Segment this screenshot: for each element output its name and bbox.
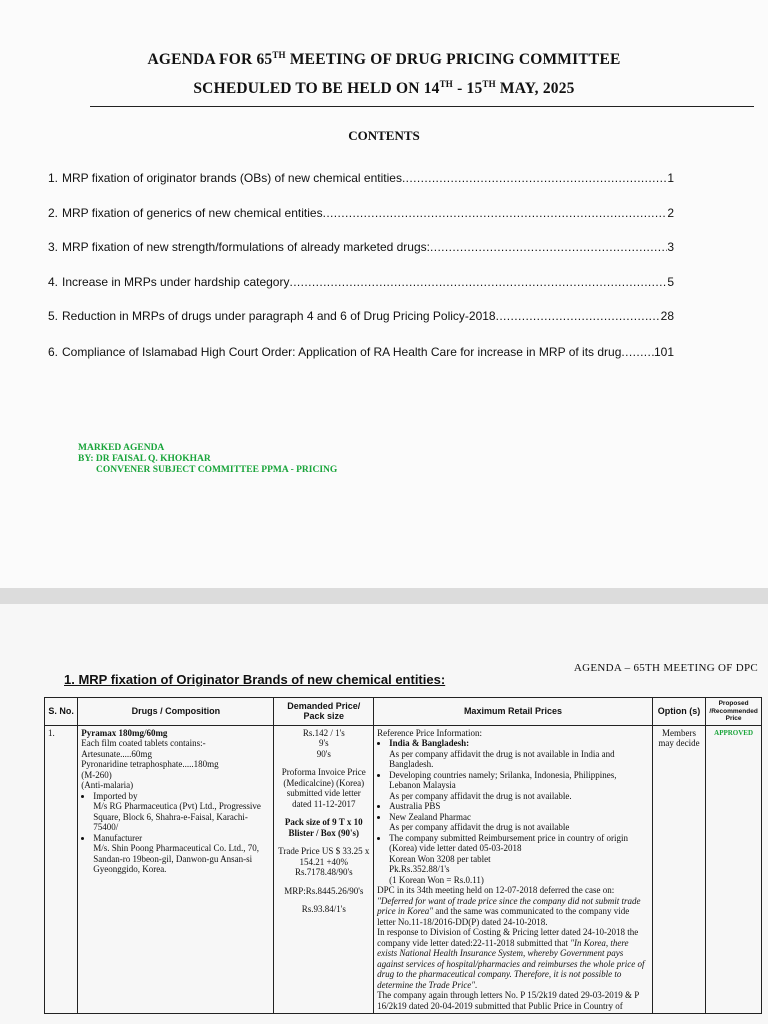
ref-item: • India & Bangladesh: As per company affidavit the drug is not available in India and Bangladesh. [389,738,649,770]
per-tablet-price: Rs.93.84/1's [301,904,346,914]
ref-item: • New Zealand Pharmac As per company affidavit the drug is not available [389,812,649,833]
row-drug [78,725,274,1014]
importer-label: • Imported by [93,791,270,802]
row-proposed [706,725,762,1014]
again-paragraph: The company again through letters No. P 15/2k19 dated 29-03-2019 & P 16/2k19 dated 20-04-2019 submitted that Public Price in Country of [377,990,639,1011]
toc-entry[interactable]: 2. MRP fixation of generics of new chemical entities ..... 2 [48,206,674,220]
section-title: 1. MRP fixation of Originator Brands of new chemical entities: [64,672,446,687]
proforma-text: Proforma Invoice Price (Medicalcine) (Korea) submitted vide letter dated 11-12-2017 [281,767,366,809]
ref-item: • Developing countries namely; Srilanka, Indonesia, Philippines, Lebanon Malaysia As per company affidavit the drug is not available. [389,770,649,802]
dpc-paragraph: DPC in its 34th meeting held on 12-07-2018 deferred the case on: "Deferred for want of trade price since the company did not submit trade price in Korea" and the same was communicated to the company vide letter No.11-18/2016-DD(P) dated 24-10-2018. [377,885,641,927]
drug-line: Pyronaridine tetraphosphate.....180mg [81,759,219,769]
drug-line: (M-260) [81,769,112,780]
trade-price: Trade Price US $ 33.25 x 154.21 +40% Rs.7178.48/90's [278,846,370,877]
toc-entry[interactable]: 4. Increase in MRPs under hardship category ..... 5 [48,275,674,289]
toc-entry[interactable]: 1. MRP fixation of originator brands (OBs) of new chemical entities ..... 1 [48,171,674,185]
marked-agenda-note: MARKED AGENDA BY: DR FAISAL Q. KHOKHAR CONVENER SUBJECT COMMITTEE PPMA - PRICING [78,443,338,475]
title-divider [90,106,754,107]
drug-line: (Anti-malaria) [81,780,134,790]
col-price: Demanded Price/ Pack size [274,698,374,726]
agenda-title-line2: SCHEDULED TO BE HELD ON 14TH - 15TH MAY, 2025 [193,79,575,98]
page-two [0,604,768,1024]
row-mrp [374,725,653,1014]
drug-line: Each film coated tablets contains:- [81,738,206,748]
row-option: Members may decide [652,725,705,1014]
row-sno: 1. [45,725,78,1014]
drug-line: Artesunate.....60mg [81,748,152,759]
mrp-value: MRP:Rs.8445.26/90's [284,885,364,896]
agenda-title-line1: AGENDA FOR 65TH MEETING OF DRUG PRICING COMMITTEE [147,50,621,69]
response-paragraph: In response to Division of Costing & Pricing letter dated 24-10-2018 the company vide letter dated:22-11-2018 submitted that "In Korea, there exists National Health Insurance System, whereby Government pays against services of hospital/pharmacies and reimburses the whole price of drug to the pharmaceutical company. Therefore, it is not possible to determine the Trade Price". [377,927,645,990]
pack-size: Pack size of 9 T x 10 Blister / Box (90's) [284,817,363,838]
importer-text: M/s RG Pharmaceutica (Pvt) Ltd., Progressive Square, Block 6, Shahra-e-Faisal, Karachi-75400/ [93,801,261,832]
col-drugs: Drugs / Composition [78,698,274,726]
toc-entry[interactable]: 5. Reduction in MRPs of drugs under paragraph 4 and 6 of Drug Pricing Policy-2018 ..... 28 [48,309,674,323]
col-sno: S. No. [45,698,78,726]
row-price: Rs.142 / 1's 9's 90's Proforma Invoice Price (Medicalcine) (Korea) submitted vide letter dated 11-12-2017 Pack size of 9 T x 10 Blister / Box (90's) Trade Price US $ 33.25 x 154.21 +40% Rs.7178.48/90's MRP:Rs.8445.26/90's Rs.93.84/1's [274,725,374,1014]
ref-item: • The company submitted Reimbursement price in country of origin (Korea) vide letter dated 05-03-2018 Korean Won 3208 per tablet Pk.Rs.352.88/1's (1 Korean Won = Rs.0.11) [389,833,649,886]
manufacturer-label: • Manufacturer [93,833,270,844]
ref-heading: Reference Price Information: [377,727,483,738]
toc-entry[interactable]: 6. Compliance of Islamabad High Court Order: Application of RA Health Care for increase in MRP of its drug ..... 101 [48,345,674,359]
manufacturer-text: M/s. Shin Poong Pharmaceutical Co. Ltd., 70, Sandan-ro 19beon-gil, Danwon-gu Ansan-si Gyeonggido, Korea. [93,843,259,874]
contents-heading: CONTENTS [348,128,420,143]
col-proposed: Proposed /Recommended Price [706,698,762,726]
drug-name: Pyramax 180mg/60mg [81,727,168,738]
ref-item: • Australia PBS [389,801,649,812]
approved-stamp: APPROVED [714,728,754,737]
running-header: AGENDA – 65TH MEETING OF DPC [573,662,758,674]
table-row [45,725,762,1014]
col-option: Option (s) [652,698,705,726]
mrp-table [44,697,762,1014]
toc-entry[interactable]: 3. MRP fixation of new strength/formulations of already marketed drugs: ..... 3 [48,240,674,254]
col-mrp: Maximum Retail Prices [374,698,653,726]
